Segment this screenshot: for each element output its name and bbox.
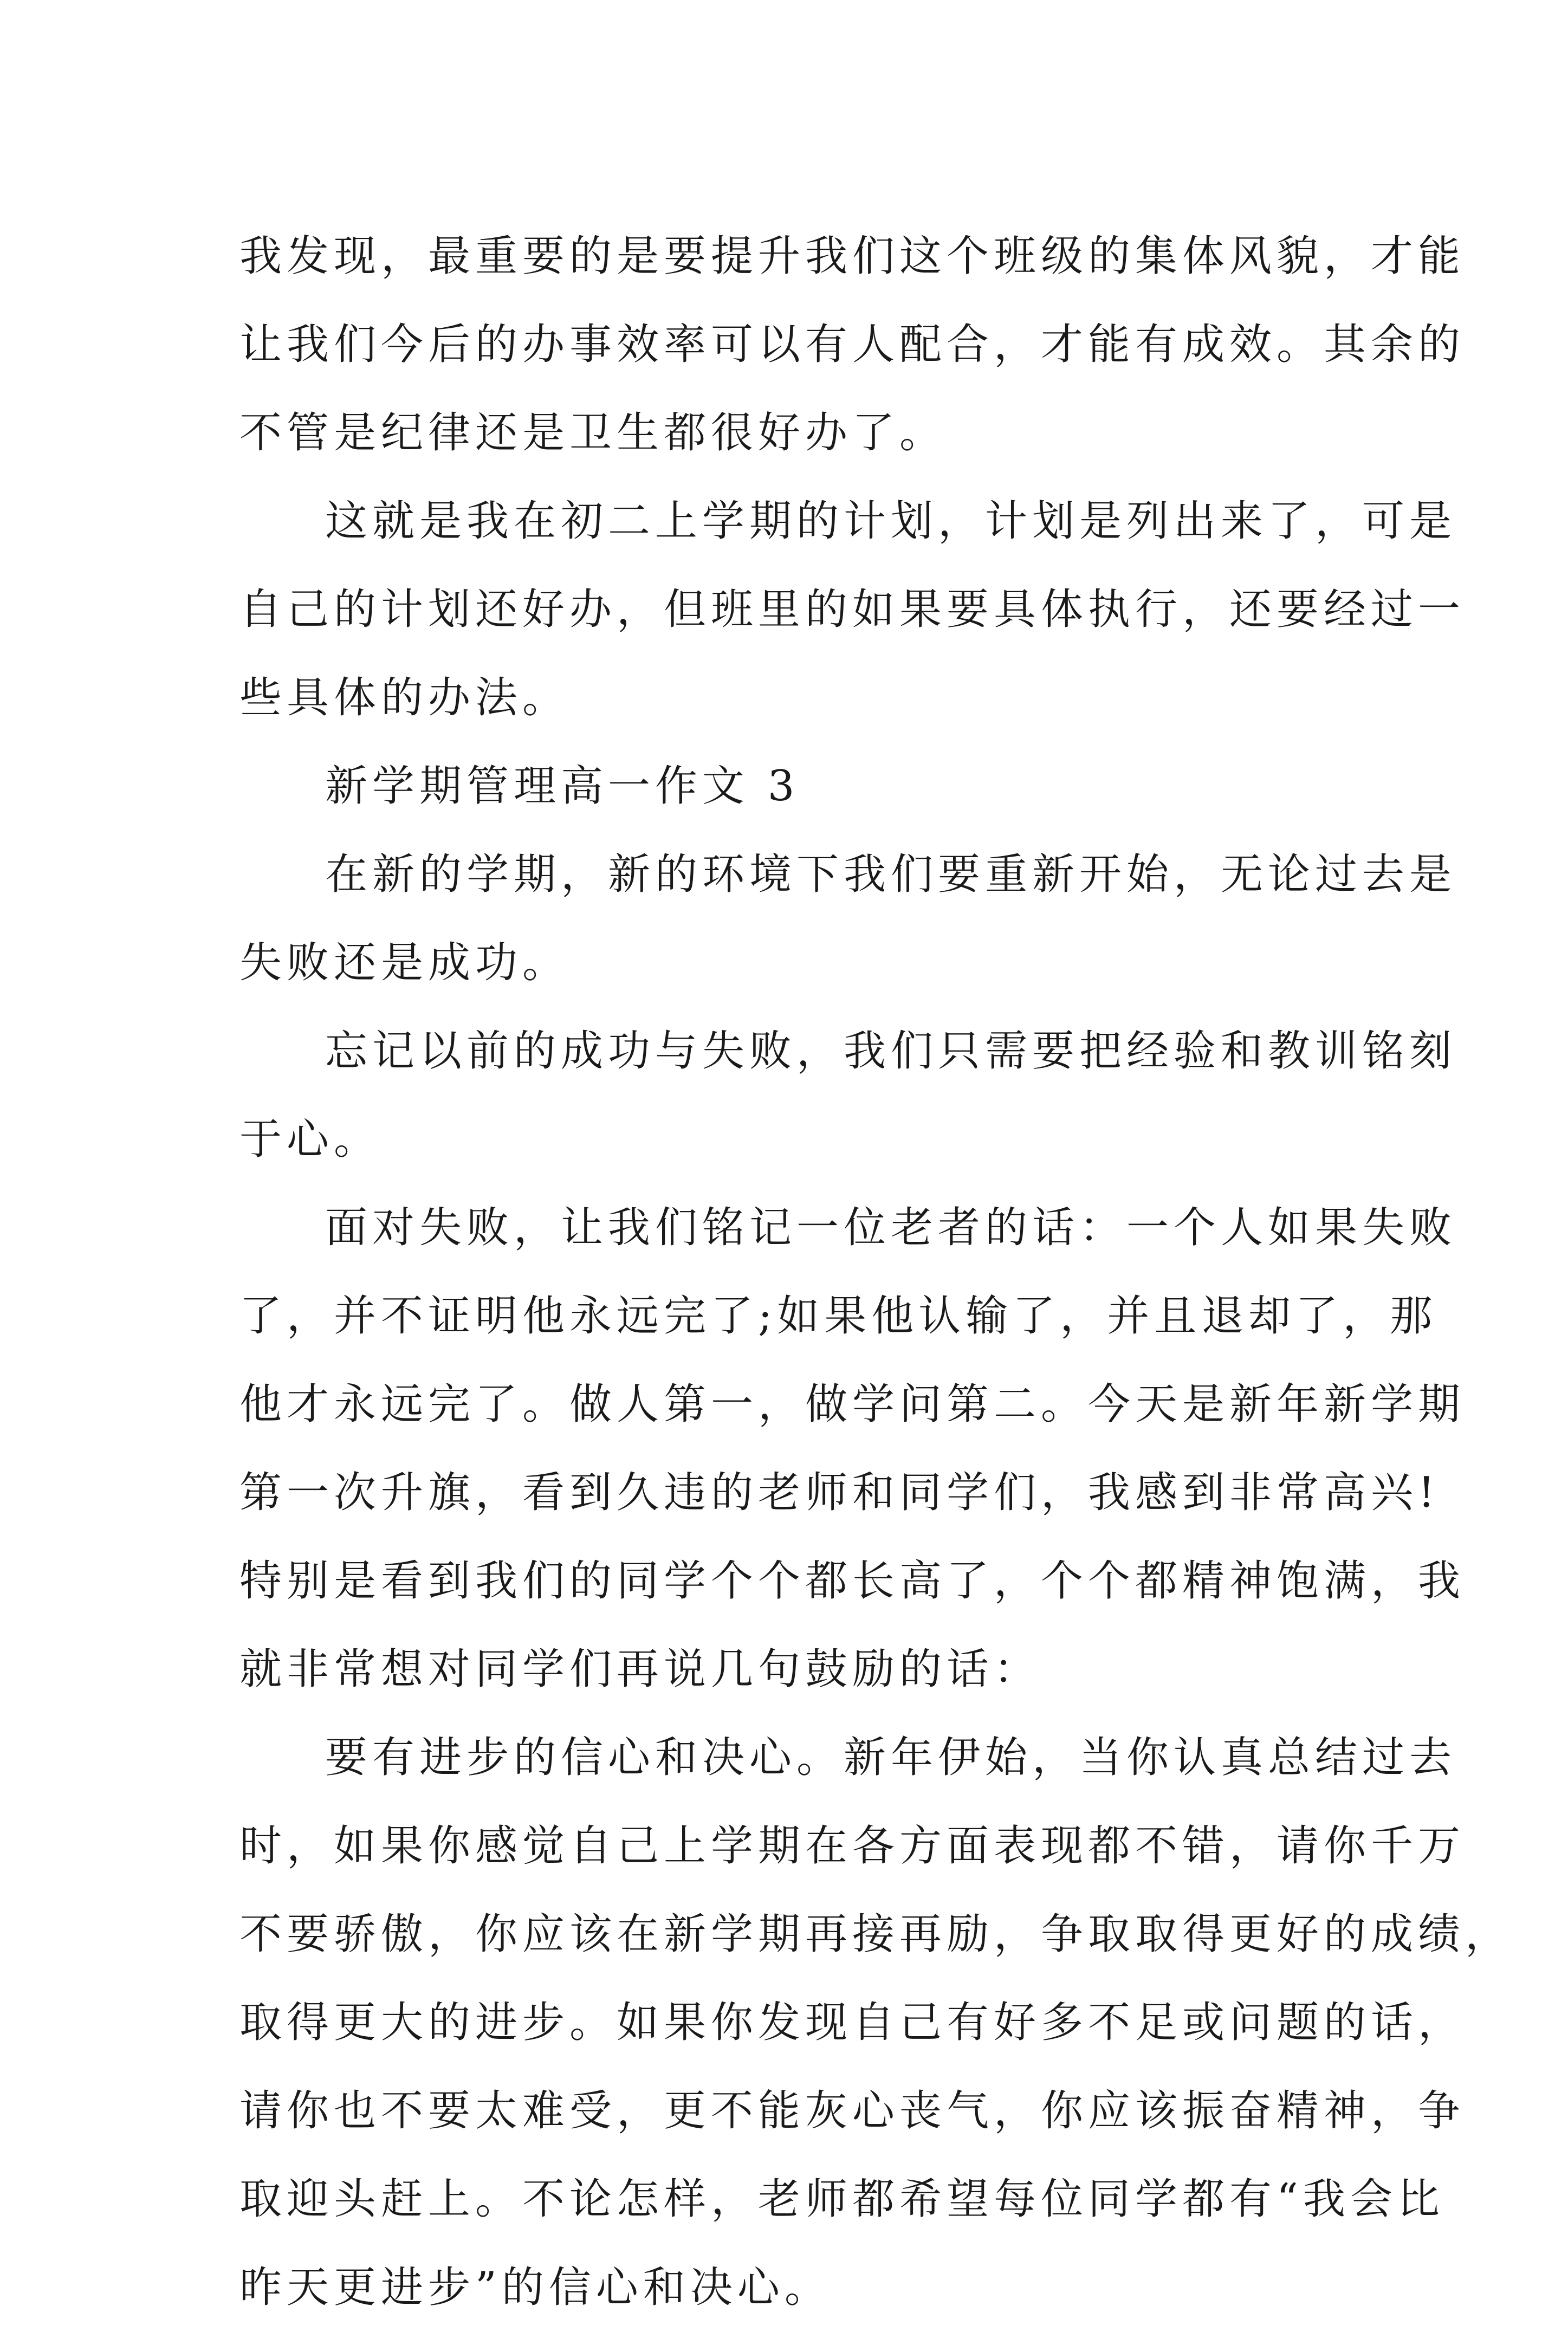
text-line: 这就是我在初二上学期的计划，计划是列出来了，可是 <box>325 497 1457 546</box>
text-line: 面对失败，让我们铭记一位老者的话：一个人如果失败 <box>325 1203 1457 1252</box>
text-line: 在新的学期，新的环境下我们要重新开始，无论过去是 <box>325 850 1457 899</box>
text-line: 第一次升旗，看到久违的老师和同学们，我感到非常高兴! <box>239 1468 1440 1517</box>
text-line: 不管是纪律还是卫生都很好办了。 <box>239 409 947 457</box>
text-line: 时，如果你感觉自己上学期在各方面表现都不错，请你千万 <box>239 1822 1466 1870</box>
text-line: 特别是看到我们的同学个个都长高了，个个都精神饱满，我 <box>239 1557 1466 1605</box>
text-line: 他才永远完了。做人第一，做学问第二。今天是新年新学期 <box>239 1380 1466 1429</box>
text-line: 让我们今后的办事效率可以有人配合，才能有成效。其余的 <box>239 320 1466 369</box>
document-body <box>239 212 1513 2332</box>
text-line: 取迎头赶上。不论怎样，老师都希望每位同学都有“我会比 <box>239 2175 1444 2224</box>
text-line: 了，并不证明他永远完了;如果他认输了，并且退却了，那 <box>239 1292 1437 1340</box>
text-line: 我发现，最重要的是要提升我们这个班级的集体风貌，才能 <box>239 232 1466 281</box>
text-line: 昨天更进步”的信心和决心。 <box>239 2263 832 2312</box>
text-line: 取得更大的进步。如果你发现自己有好多不足或问题的话， <box>239 1998 1466 2047</box>
text-line: 失败还是成功。 <box>239 938 570 987</box>
text-line: 些具体的办法。 <box>239 673 570 722</box>
text-line: 自己的计划还好办，但班里的如果要具体执行，还要经过一 <box>239 585 1466 634</box>
text-line: 请你也不要太难受，更不能灰心丧气，你应该振奋精神，争 <box>239 2087 1466 2135</box>
text-line: 不要骄傲，你应该在新学期再接再励，争取取得更好的成绩， <box>239 1910 1513 1959</box>
text-line: 就非常想对同学们再说几句鼓励的话： <box>239 1645 1041 1694</box>
text-line: 忘记以前的成功与失败，我们只需要把经验和教训铭刻 <box>325 1027 1457 1076</box>
text-line: 于心。 <box>239 1115 381 1164</box>
text-line: 要有进步的信心和决心。新年伊始，当你认真总结过去 <box>325 1733 1457 1782</box>
text-line: 新学期管理高一作文 3 <box>325 762 800 811</box>
